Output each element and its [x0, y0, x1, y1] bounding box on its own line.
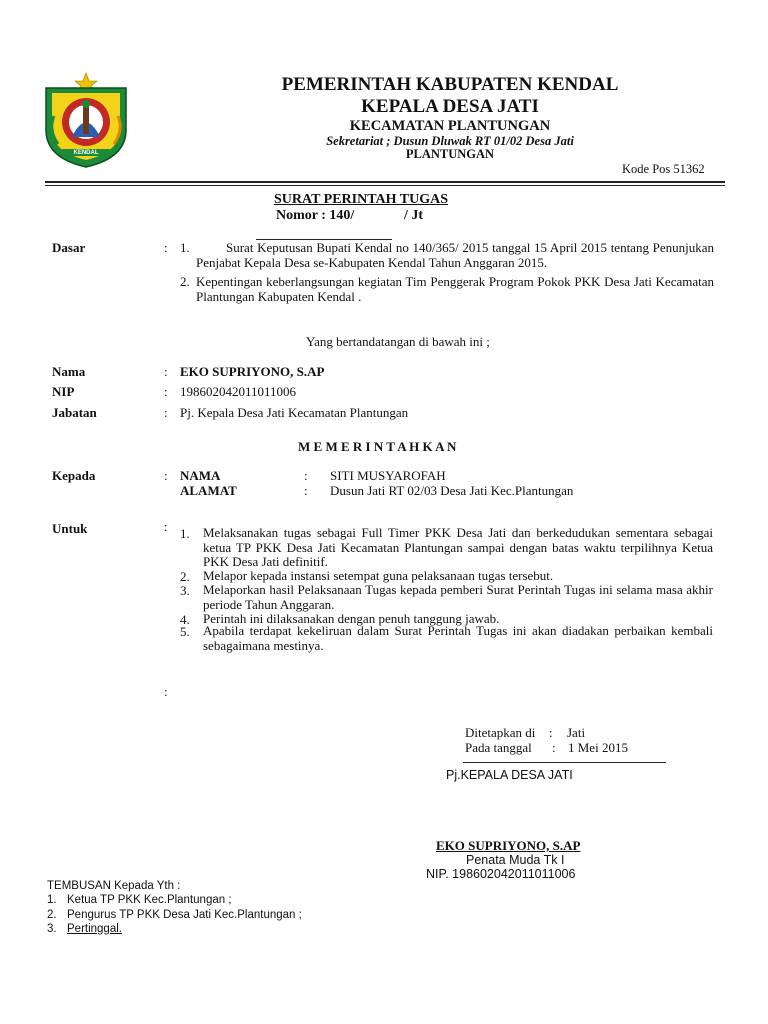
dasar-colon: :	[164, 240, 168, 255]
intro-text: Yang bertandatangan di bawah ini ;	[306, 334, 490, 349]
untuk-item-num: 3.	[180, 583, 190, 598]
untuk-item-text: Melaporkan hasil Pelaksanaan Tugas kepada pemberi Surat Perintah Tugas ini selama masa akhir periode Tahun Anggaran.	[203, 582, 713, 612]
untuk-item-text: Perintah ini dilaksanakan dengan penuh tanggung jawab.	[203, 611, 500, 626]
header-rule-top	[45, 181, 725, 183]
kendal-logo	[40, 70, 132, 170]
kepada-alamat-label: ALAMAT	[180, 483, 237, 498]
jabatan-value: Pj. Kepala Desa Jati Kecamatan Plantungan	[180, 405, 409, 420]
kepada-nama-value: SITI MUSYAROFAH	[330, 468, 446, 483]
nip-value: 198602042011011006	[180, 384, 297, 399]
tembusan-item: Ketua TP PKK Kec.Plantungan ;	[67, 894, 232, 906]
date-colon: :	[552, 740, 556, 755]
untuk-item-num: 5.	[180, 624, 190, 639]
kepada-colon: :	[164, 468, 168, 483]
tembusan-num: 1.	[47, 894, 57, 906]
nama-value: EKO SUPRIYONO, S.AP	[180, 364, 325, 379]
header-postcode: Kode Pos 51362	[622, 162, 705, 176]
signature-date-rule	[463, 762, 666, 763]
untuk-item-text: Melapor kepada instansi setempat guna pelaksanaan tugas tersebut.	[203, 568, 554, 583]
dasar-item-num: 2.	[180, 274, 190, 289]
header-address: Sekretariat ; Dusun Dluwak RT 01/02 Desa Jati	[326, 134, 574, 148]
dasar-item-num: 1.	[180, 240, 190, 255]
place-label: Ditetapkan di	[465, 725, 536, 740]
dasar-item-text: Kepentingan keberlangsungan kegiatan Tim Penggerak Program Pokok PKK Desa Jati Kecamatan Plantungan Kabupaten Kendal .	[196, 274, 714, 304]
place-value: Jati	[567, 725, 586, 740]
letter-number-suffix: / Jt	[404, 208, 424, 223]
header-district: KECAMATAN PLANTUNGAN	[349, 118, 551, 134]
header-rule-bottom	[45, 185, 725, 186]
place-colon: :	[549, 725, 553, 740]
stray-colon: :	[164, 684, 168, 699]
tembusan-item: Pengurus TP PKK Desa Jati Kec.Plantungan ;	[67, 909, 302, 921]
signer-position: Pj.KEPALA DESA JATI	[446, 768, 573, 782]
nama-colon: :	[164, 364, 168, 379]
kepada-alamat-colon: :	[304, 483, 308, 498]
nama-label: Nama	[52, 364, 86, 379]
tembusan-num: 3.	[47, 923, 57, 935]
signer-nip: NIP. 198602042011011006	[426, 867, 576, 881]
header-office: KEPALA DESA JATI	[361, 96, 539, 117]
header-government: PEMERINTAH KABUPATEN KENDAL	[281, 74, 619, 95]
kepada-nama-label: NAMA	[180, 468, 221, 483]
jabatan-label: Jabatan	[52, 405, 97, 420]
kepada-label: Kepada	[52, 468, 96, 483]
nip-label: NIP	[52, 384, 75, 399]
untuk-item-text: Melaksanakan tugas sebagai Full Timer PKK Desa Jati dan berkedudukan sementara sebagai ketua TP PKK Desa Jati Kecamatan Plantungan sampai dengan batas waktu terpilihnya Ketua PKK Desa Jati definitif.	[203, 525, 713, 569]
memerintahkan-heading: M E M E R I N T A H K A N	[298, 439, 457, 454]
signer-rank: Penata Muda Tk I	[466, 853, 565, 867]
tembusan-title: TEMBUSAN Kepada Yth :	[47, 880, 181, 892]
untuk-label: Untuk	[52, 521, 88, 536]
tembusan-num: 2.	[47, 909, 57, 921]
untuk-item-num: 1.	[180, 526, 190, 541]
date-value: 1 Mei 2015	[568, 740, 628, 755]
jabatan-colon: :	[164, 405, 168, 420]
logo-text: KENDAL	[73, 150, 99, 156]
untuk-colon: :	[164, 519, 168, 534]
tembusan-item: Pertinggal.	[67, 923, 122, 935]
kepada-alamat-value: Dusun Jati RT 02/03 Desa Jati Kec.Plantungan	[330, 483, 574, 498]
untuk-item-num: 2.	[180, 569, 190, 584]
letter-number-label: Nomor : 140/	[276, 208, 355, 223]
signer-name: EKO SUPRIYONO, S.AP	[436, 838, 581, 853]
dasar-item-text: Surat Keputusan Bupati Kendal no 140/365/ 2015 tanggal 15 April 2015 tentang Penunjukan Penjabat Kepala Desa se-Kabupaten Kendal Tahun Anggaran 2015.	[196, 240, 714, 270]
untuk-item-text: Apabila terdapat kekeliruan dalam Surat Perintah Tugas ini akan diadakan perbaikan kembali sebagaimana mestinya.	[203, 623, 713, 653]
dasar-label: Dasar	[52, 240, 86, 255]
letter-title: SURAT PERINTAH TUGAS	[274, 192, 449, 207]
header-city: PLANTUNGAN	[405, 147, 495, 161]
untuk-item-num: 4.	[180, 612, 190, 627]
date-label: Pada tanggal	[465, 740, 532, 755]
nip-colon: :	[164, 384, 168, 399]
kepada-nama-colon: :	[304, 468, 308, 483]
